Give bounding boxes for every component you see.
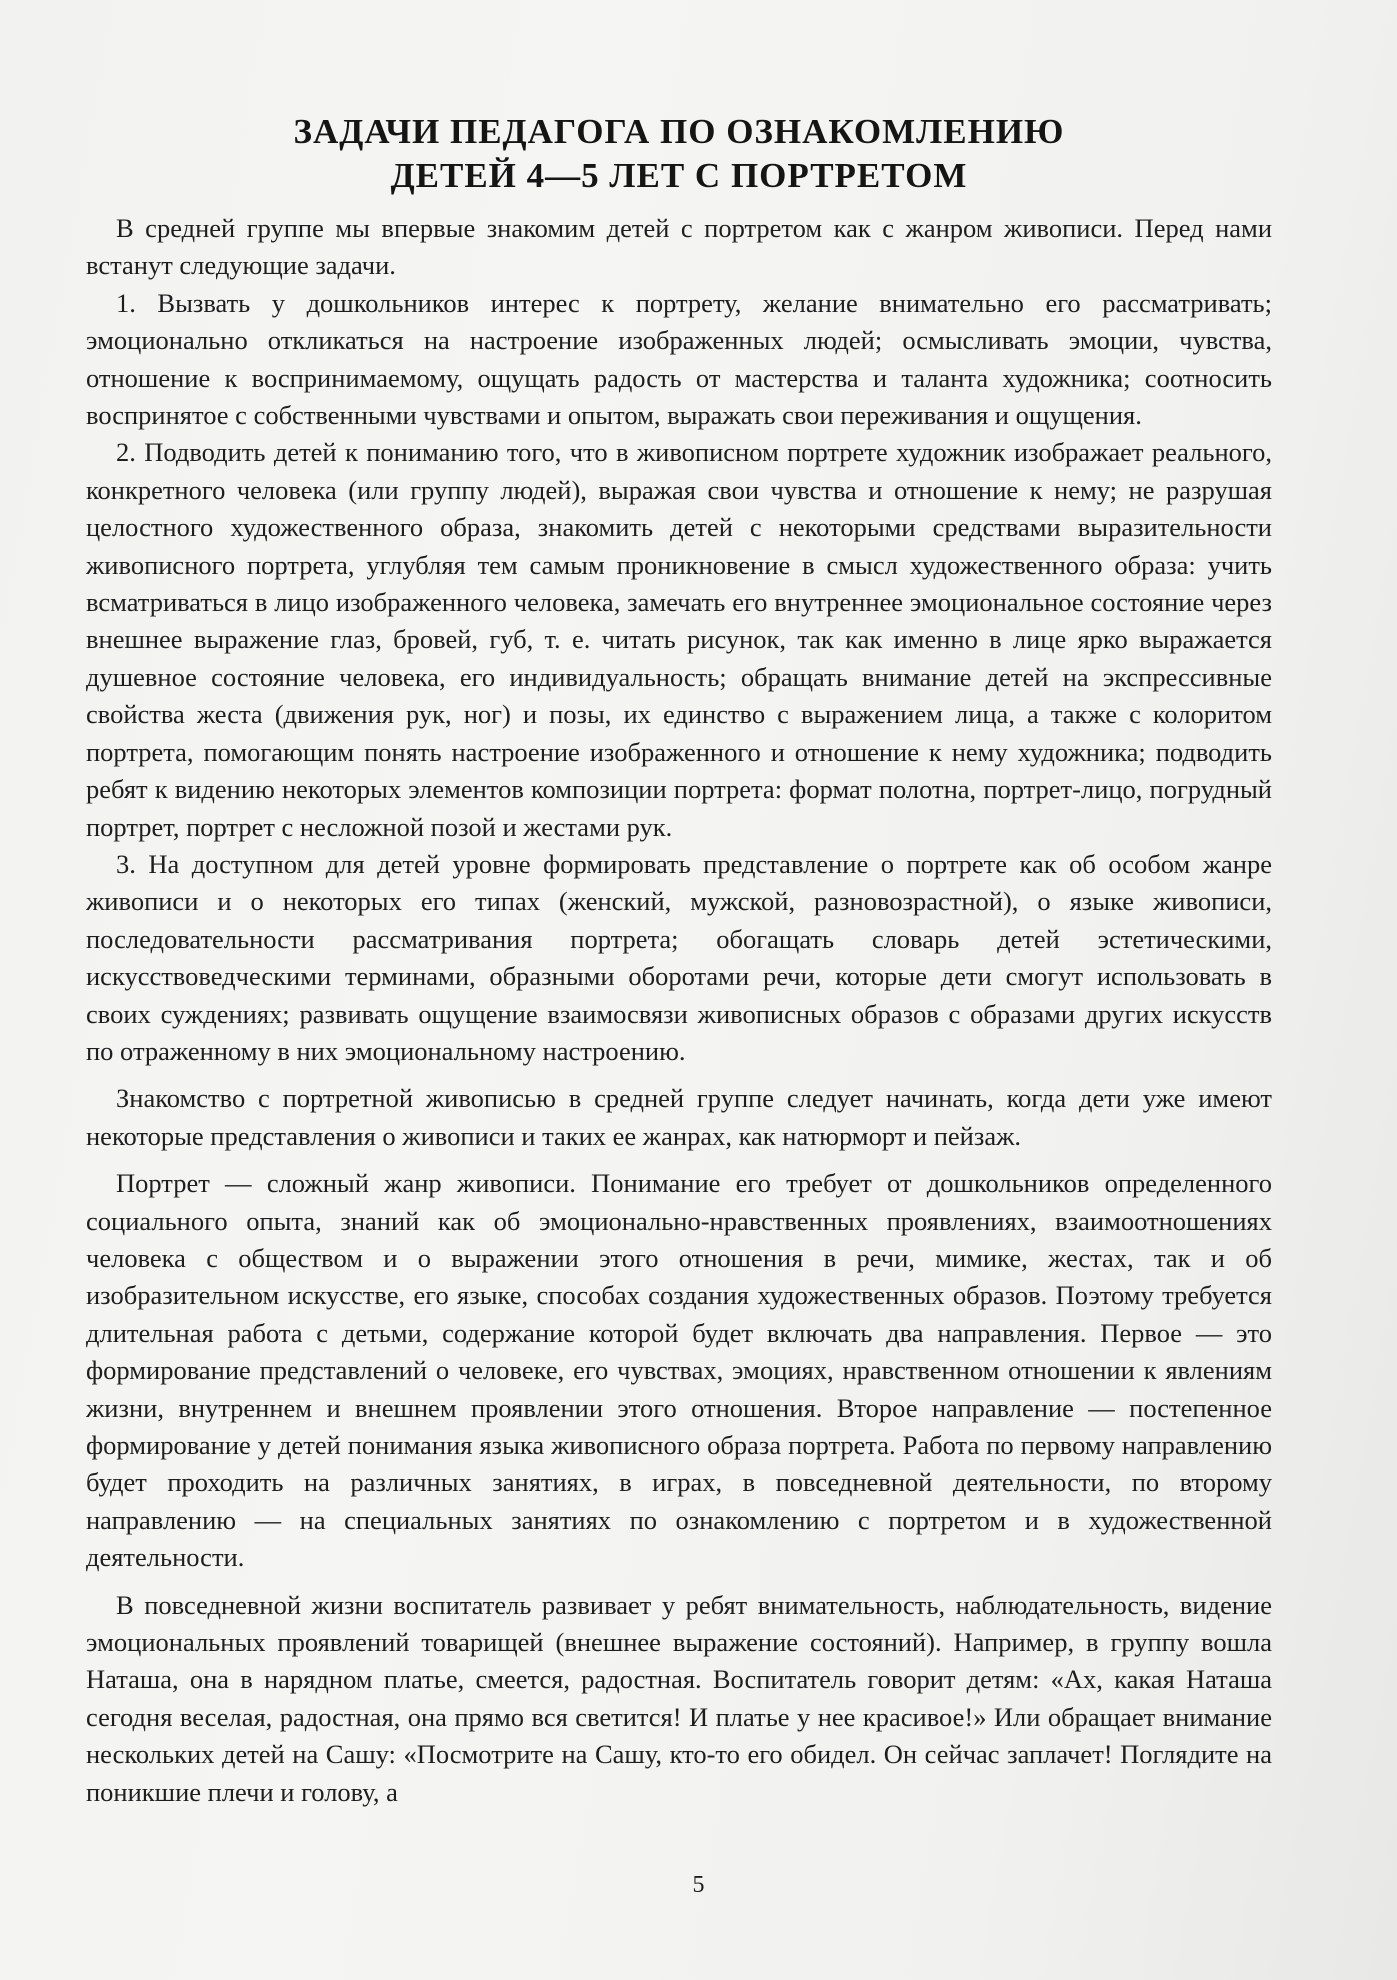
section-title-line-2: ДЕТЕЙ 4—5 ЛЕТ С ПОРТРЕТОМ [390,156,968,195]
section-title [86,110,1272,198]
page-content [86,110,1272,1811]
section-title-line-1: ЗАДАЧИ ПЕДАГОГА ПО ОЗНАКОМЛЕНИЮ [293,112,1065,151]
paragraph-acquaintance: Знакомство с портретной живописью в средней группе следует начинать, когда дети уже имеют некоторые представления о живописи и таких ее жанрах, как натюрморт и пейзаж. [86,1083,1272,1151]
paragraph-everyday-life: В повседневной жизни воспитатель развивает у ребят внимательность, наблюдательность, видение эмоциональных проявлений товарищей (внешнее выражение состояний). Например, в группу вошла Наташа, она в нарядном платье, смеется, радостная. Воспитатель говорит детям: «Ах, какая Наташа сегодня веселая, радостная, она прямо вся светится! И платье у нее красивое!» Или обращает внимание нескольких детей на Сашу: «Посмотрите на Сашу, кто-то его обидел. Он сейчас заплачет! Поглядите на поникшие плечи и голову, а [86,1589,1272,1807]
paragraph-task-3: 3. На доступном для детей уровне формировать представление о портрете как об особом жанре живописи и о некоторых его типах (женский, мужской, разновозрастной), о языке живописи, последовательности рассматривания портрета; обогащать словарь детей эстетическими, искусствоведческими терминами, образными оборотами речи, которые дети смогут использовать в своих суждениях; развивать ощущение взаимосвязи живописных образов с образами других искусств по отраженному в них эмоциональному настроению. [86,848,1272,1066]
paragraph-task-2: 2. Подводить детей к пониманию того, что в живописном портрете художник изображает реального, конкретного человека (или группу людей), выражая свои чувства и отношение к нему; не разрушая целостного художественного образа, знакомить детей с некоторыми средствами выразительности живописного портрета, углубляя тем самым проникновение в смысл художественного образа: учить всматриваться в лицо изображенного человека, замечать его внутреннее эмоциональное состояние через внешнее выражение глаз, бровей, губ, т. е. читать рисунок, так как именно в лице ярко выражается душевное состояние человека, его индивидуальность; обращать внимание детей на экспрессивные свойства жеста (движения рук, ног) и позы, их единство с выражением лица, а также с колоритом портрета, помогающим понять настроение изображенного и отношение к нему художника; подводить ребят к видению некоторых элементов композиции портрета: формат полотна, портрет-лицо, погрудный портрет, портрет с несложной позой и жестами рук. [86,437,1272,842]
paragraph-task-1: 1. Вызвать у дошкольников интерес к портрету, желание внимательно его рассматривать; эмоционально откликаться на настроение изображенных людей; осмысливать эмоции, чувства, отношение к воспринимаемому, ощущать радость от мастерства и таланта художника; соотносить воспринятое с собственными чувствами и опытом, выражать свои переживания и ощущения. [86,287,1272,431]
paragraph-portrait-genre: Портрет — сложный жанр живописи. Понимание его требует от дошкольников определенного социального опыта, знаний как об эмоционально-нравственных проявлениях, взаимоотношениях человека с обществом и о выражении этого отношения в речи, мимике, жестах, так и об изобразительном искусстве, его языке, способах создания художественных образов. Поэтому требуется длительная работа с детьми, содержание которой будет включать два направления. Первое — это формирование представлений о человеке, его чувствах, эмоциях, нравственном отношении к явлениям жизни, внутреннем и внешнем проявлении этого отношения. Второе направление — постепенное формирование у детей понимания языка живописного образа портрета. Работа по первому направлению будет проходить на различных занятиях, в играх, в повседневной деятельности, по второму направлению — на специальных занятиях по ознакомлению с портретом и в художественной деятельности. [86,1168,1272,1573]
page-number: 5 [692,1872,705,1898]
paragraph-intro: В средней группе мы впервые знакомим детей с портретом как с жанром живописи. Перед нами встанут следующие задачи. [86,213,1272,281]
